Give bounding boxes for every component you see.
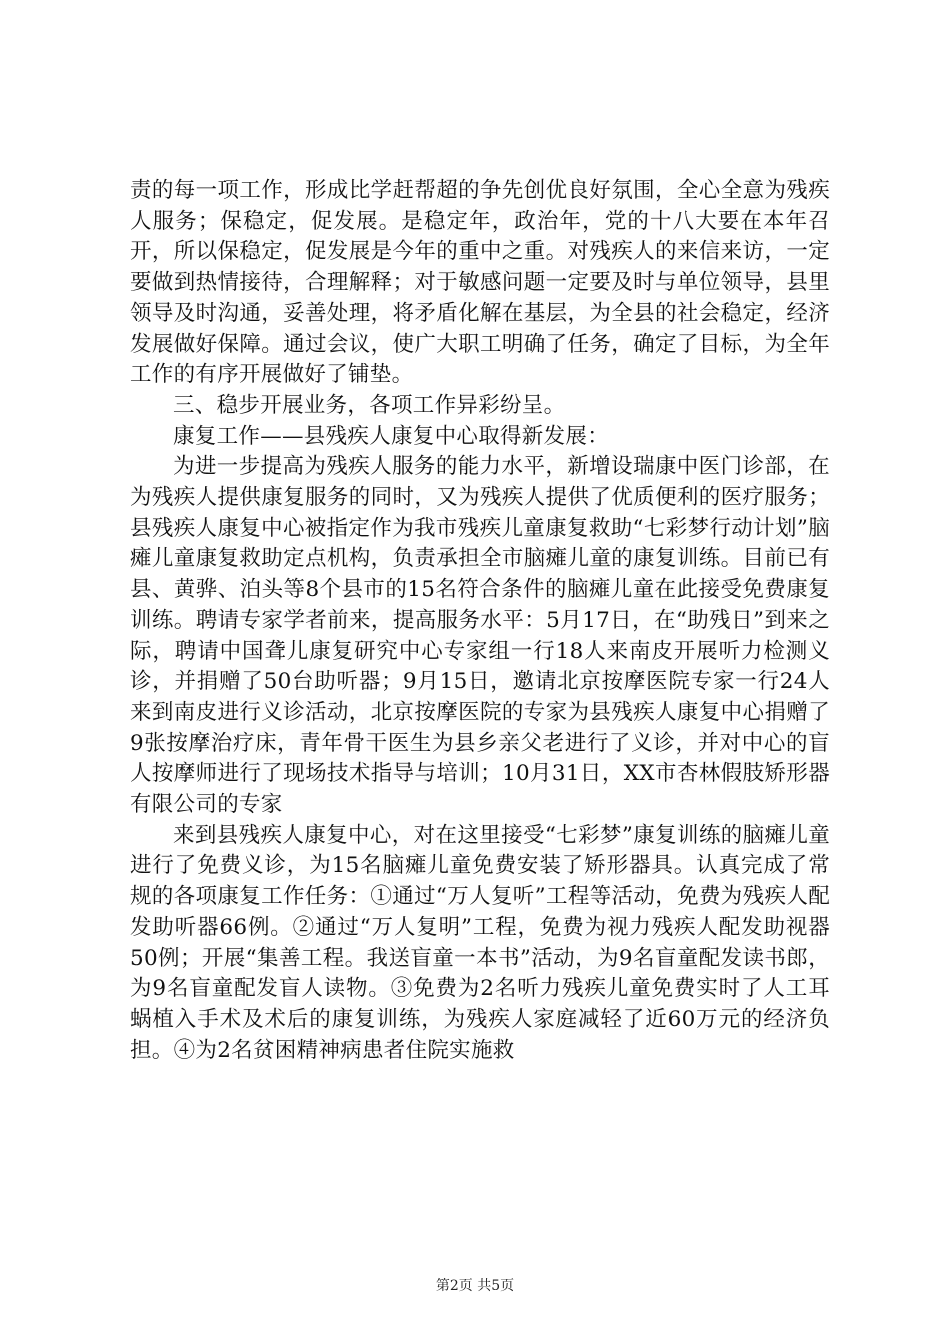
document-body: [130, 176, 830, 1066]
section-heading: 三、稳步开展业务，各项工作异彩纷呈。: [173, 392, 566, 418]
paragraph: 责的每一项工作，形成比学赶帮超的争先创优良好氛围，全心全意为残疾人服务；保稳定，促发展。是稳定年，政治年，党的十八大要在本年召开，所以保稳定，促发展是今年的重中之重。对残疾人的来信来访，一定要做到热情接待，合理解释；对于敏感问题一定要及时与单位领导，县里领导及时沟通，妥善处理，将矛盾化解在基层，为全县的社会稳定，经济发展做好保障。通过会议，使广大职工明确了任务，确定了目标，为全年工作的有序开展做好了铺垫。: [130, 178, 830, 388]
page-number: 第2页 共5页: [435, 1278, 515, 1294]
subsection-heading: 康复工作——县残疾人康复中心取得新发展：: [173, 423, 610, 449]
paragraph: 为进一步提高为残疾人服务的能力水平，新增设瑞康中医门诊部，在为残疾人提供康复服务的同时，又为残疾人提供了优质便利的医疗服务；县残疾人康复中心被指定作为我市残疾儿童康复救助“七彩梦行动计划”脑瘫儿童康复救助定点机构，负责承担全市脑瘫儿童的康复训练。目前已有县、黄骅、泊头等8个县市的15名符合条件的脑瘫儿童在此接受免费康复训练。聘请专家学者前来，提高服务水平：5月17日，在“助残日”到来之际，聘请中国聋儿康复研究中心专家组一行18人来南皮开展听力检测义诊，并捐赠了50台助听器；9月15日，邀请北京按摩医院专家一行24人来到南皮进行义诊活动，北京按摩医院的专家为县残疾人康复中心捐赠了9张按摩治疗床，青年骨干医生为县乡亲父老进行了义诊，并对中心的盲人按摩师进行了现场技术指导与培训；10月31日，XX市杏林假肢矫形器有限公司的专家: [130, 454, 830, 818]
paragraph: 来到县残疾人康复中心，对在这里接受“七彩梦”康复训练的脑瘫儿童进行了免费义诊，为15名脑瘫儿童免费安装了矫形器具。认真完成了常规的各项康复工作任务：①通过“万人复听”工程等活动，免费为残疾人配发助听器66例。②通过“万人复明”工程，免费为视力残疾人配发助视器50例；开展“集善工程。我送盲童一本书”活动，为9名盲童配发读书郎，为9名盲童配发盲人读物。③免费为2名听力残疾儿童免费实时了人工耳蜗植入手术及术后的康复训练，为残疾人家庭减轻了近60万元的经济负担。④为2名贫困精神病患者住院实施救: [130, 822, 830, 1063]
page-footer: [0, 1275, 950, 1295]
